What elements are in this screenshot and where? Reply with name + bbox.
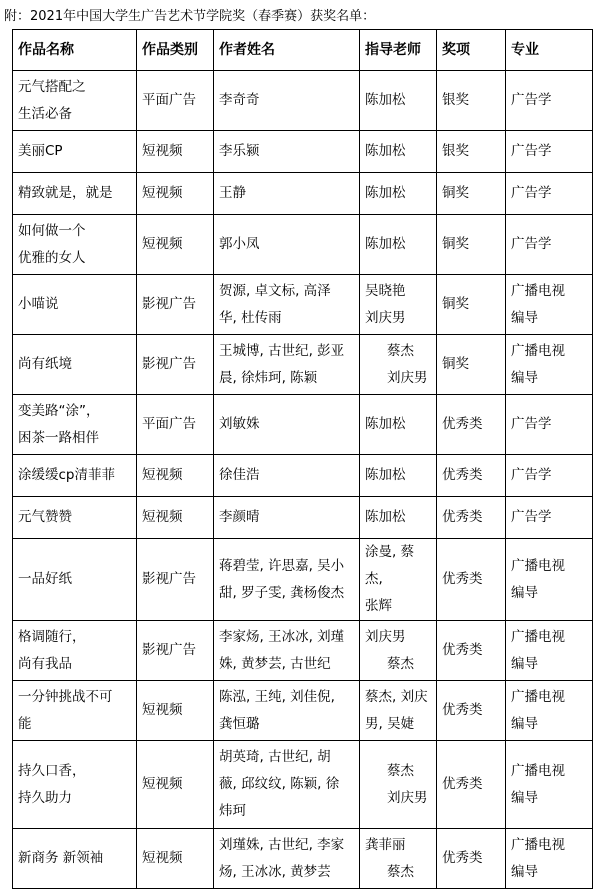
cell-award: 优秀类 <box>437 741 506 829</box>
cell-work-name: 格调随行， 尚有我品 <box>13 621 137 681</box>
cell-authors: 徐佳浩 <box>214 455 360 497</box>
cell-work-name: 新商务 新领袖 <box>13 829 137 889</box>
cell-work-name: 一分钟挑战不可 能 <box>13 681 137 741</box>
document-caption: 附：2021年中国大学生广告艺术节学院奖（春季赛）获奖名单： <box>4 9 376 24</box>
cell-major: 广告学 <box>506 71 593 131</box>
advisor-line: 刘庆男 <box>365 628 406 645</box>
cell-advisor: 陈加松 <box>360 215 437 275</box>
cell-authors: 胡英琦, 古世纪, 胡 薇, 邱纹纹, 陈颖, 徐 炜珂 <box>214 741 360 829</box>
cell-authors: 李颜晴 <box>214 497 360 539</box>
cell-advisor: 陈加松 <box>360 395 437 455</box>
cell-authors: 李奇奇 <box>214 71 360 131</box>
cell-work-name: 元气赞赞 <box>13 497 137 539</box>
cell-work-name: 持久口香， 持久助力 <box>13 741 137 829</box>
cell-authors: 刘敏姝 <box>214 395 360 455</box>
table-row <box>13 621 593 681</box>
cell-advisor <box>360 621 437 681</box>
cell-advisor: 陈加松 <box>360 131 437 173</box>
header-award: 奖项 <box>437 30 506 71</box>
table-row <box>13 741 593 829</box>
cell-category: 影视广告 <box>137 275 214 335</box>
cell-award: 优秀类 <box>437 497 506 539</box>
cell-award: 优秀类 <box>437 829 506 889</box>
cell-major: 广告学 <box>506 395 593 455</box>
cell-work-name: 元气搭配之 生活必备 <box>13 71 137 131</box>
cell-category: 短视频 <box>137 215 214 275</box>
cell-advisor: 蔡杰, 刘庆 男, 吴婕 <box>360 681 437 741</box>
cell-advisor <box>360 741 437 829</box>
cell-major: 广告学 <box>506 173 593 215</box>
cell-advisor: 陈加松 <box>360 71 437 131</box>
cell-major: 广告学 <box>506 455 593 497</box>
cell-major: 广播电视 编导 <box>506 275 593 335</box>
cell-work-name: 美丽CP <box>13 131 137 173</box>
table-row <box>13 829 593 889</box>
cell-authors: 贺源, 卓文标, 高泽 华, 杜传雨 <box>214 275 360 335</box>
advisor-line: 龚菲丽 <box>365 836 406 853</box>
cell-authors: 王静 <box>214 173 360 215</box>
header-category: 作品类别 <box>137 30 214 71</box>
table-header-row <box>13 30 593 71</box>
advisor-line: 刘庆男 <box>387 789 428 806</box>
header-major: 专业 <box>506 30 593 71</box>
cell-award: 铜奖 <box>437 275 506 335</box>
cell-major: 广播电视 编导 <box>506 539 593 621</box>
cell-major: 广告学 <box>506 131 593 173</box>
table-row <box>13 335 593 395</box>
cell-work-name: 小喵说 <box>13 275 137 335</box>
cell-authors: 陈泓, 王纯, 刘佳倪, 龚恒璐 <box>214 681 360 741</box>
cell-award: 铜奖 <box>437 173 506 215</box>
header-advisor: 指导老师 <box>360 30 437 71</box>
cell-authors: 王城博, 古世纪, 彭亚 晨, 徐炜珂, 陈颖 <box>214 335 360 395</box>
cell-category: 短视频 <box>137 741 214 829</box>
table-row <box>13 395 593 455</box>
cell-award: 优秀类 <box>437 681 506 741</box>
cell-major: 广播电视 编导 <box>506 829 593 889</box>
table-row <box>13 71 593 131</box>
cell-award: 优秀类 <box>437 539 506 621</box>
table-row <box>13 497 593 539</box>
cell-authors: 刘瑾姝, 古世纪, 李家 炀, 王冰冰, 黄梦芸 <box>214 829 360 889</box>
cell-authors: 李乐颍 <box>214 131 360 173</box>
cell-authors: 蒋碧莹, 许思嘉, 吴小 甜, 罗子雯, 龚杨俊杰 <box>214 539 360 621</box>
table-row <box>13 215 593 275</box>
cell-authors: 李家炀, 王冰冰, 刘瑾 姝, 黄梦芸, 古世纪 <box>214 621 360 681</box>
cell-major: 广播电视 编导 <box>506 681 593 741</box>
table-row <box>13 173 593 215</box>
advisor-line: 蔡杰 <box>387 655 414 672</box>
cell-category: 影视广告 <box>137 621 214 681</box>
cell-work-name: 变美路“涂”， 困茶一路相伴 <box>13 395 137 455</box>
cell-advisor <box>360 829 437 889</box>
cell-major: 广播电视 编导 <box>506 621 593 681</box>
table-row <box>13 681 593 741</box>
table-row <box>13 455 593 497</box>
cell-category: 影视广告 <box>137 335 214 395</box>
cell-category: 短视频 <box>137 455 214 497</box>
cell-category: 平面广告 <box>137 395 214 455</box>
cell-work-name: 如何做一个 优雅的女人 <box>13 215 137 275</box>
cell-award: 铜奖 <box>437 215 506 275</box>
advisor-line: 蔡杰 <box>387 342 414 359</box>
advisor-line: 刘庆男 <box>387 369 428 386</box>
cell-category: 短视频 <box>137 173 214 215</box>
cell-work-name: 尚有纸境 <box>13 335 137 395</box>
advisor-line: 蔡杰 <box>387 863 414 880</box>
cell-major: 广告学 <box>506 497 593 539</box>
cell-advisor: 陈加松 <box>360 173 437 215</box>
cell-category: 影视广告 <box>137 539 214 621</box>
advisor-line: 蔡杰 <box>387 762 414 779</box>
cell-advisor: 涂曼, 蔡杰, 张辉 <box>360 539 437 621</box>
cell-work-name: 一品好纸 <box>13 539 137 621</box>
cell-category: 短视频 <box>137 681 214 741</box>
cell-award: 优秀类 <box>437 621 506 681</box>
cell-award: 银奖 <box>437 71 506 131</box>
table-row <box>13 275 593 335</box>
cell-award: 优秀类 <box>437 395 506 455</box>
cell-authors: 郭小凤 <box>214 215 360 275</box>
cell-advisor <box>360 335 437 395</box>
cell-advisor: 陈加松 <box>360 497 437 539</box>
cell-work-name: 精致就是，就是 <box>13 173 137 215</box>
cell-award: 铜奖 <box>437 335 506 395</box>
cell-category: 平面广告 <box>137 71 214 131</box>
awards-table <box>12 29 593 889</box>
cell-category: 短视频 <box>137 131 214 173</box>
header-authors: 作者姓名 <box>214 30 360 71</box>
cell-major: 广播电视 编导 <box>506 335 593 395</box>
cell-award: 优秀类 <box>437 455 506 497</box>
table-row <box>13 539 593 621</box>
cell-category: 短视频 <box>137 829 214 889</box>
cell-advisor: 陈加松 <box>360 455 437 497</box>
cell-major: 广播电视 编导 <box>506 741 593 829</box>
table-row <box>13 131 593 173</box>
cell-award: 银奖 <box>437 131 506 173</box>
cell-category: 短视频 <box>137 497 214 539</box>
header-work-name: 作品名称 <box>13 30 137 71</box>
cell-work-name: 涂缓缓cp清菲菲 <box>13 455 137 497</box>
cell-advisor: 吴晓艳 刘庆男 <box>360 275 437 335</box>
cell-major: 广告学 <box>506 215 593 275</box>
